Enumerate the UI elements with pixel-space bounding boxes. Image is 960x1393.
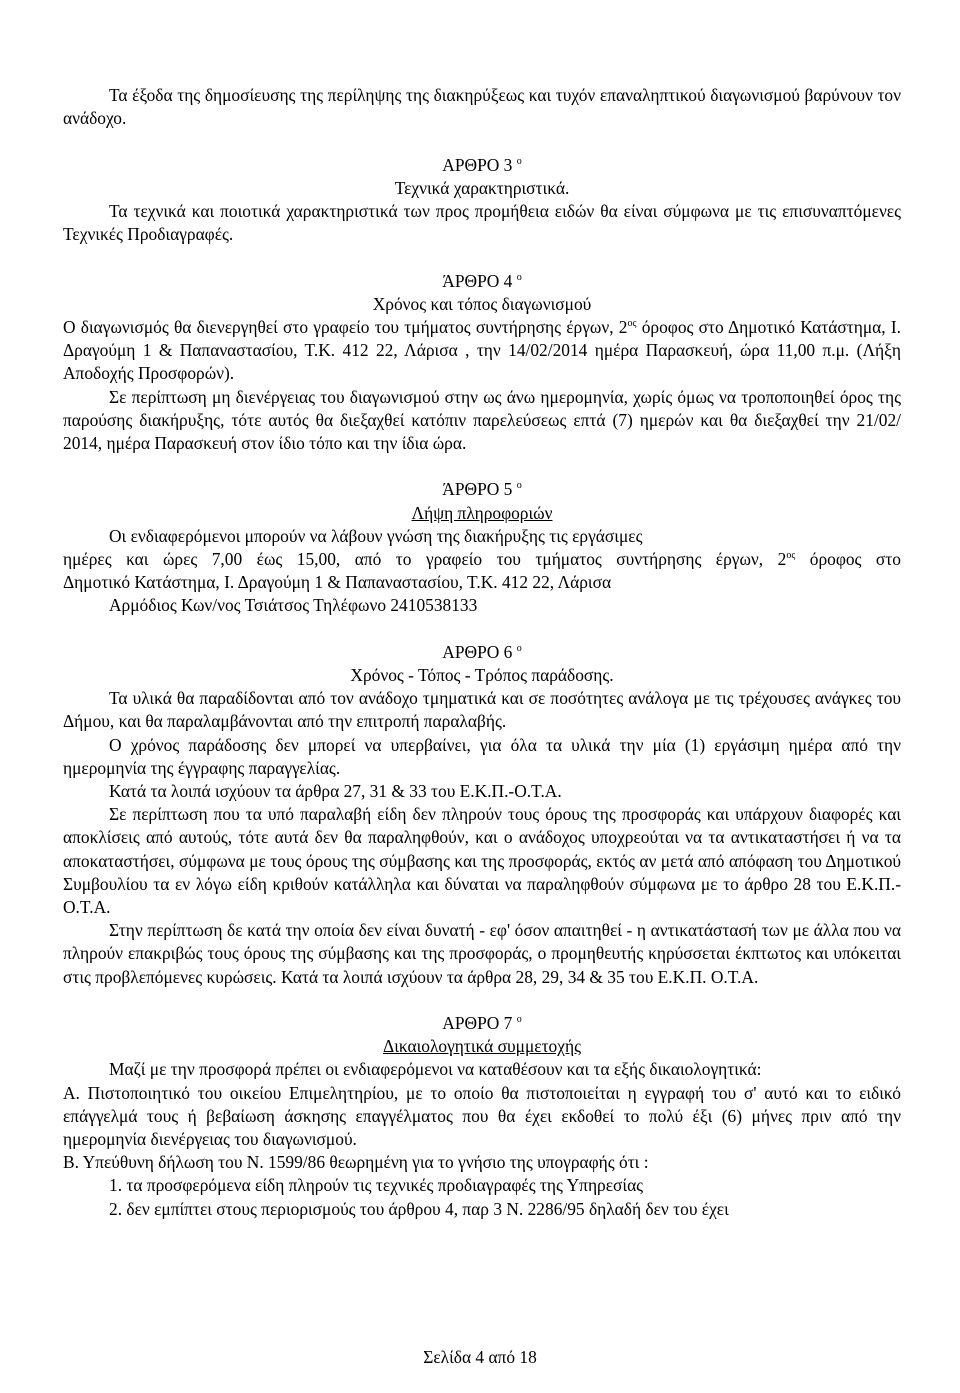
article-5-contact: Αρμόδιος Κων/νος Τσιάτσος Τηλέφωνο 2410538133 [109, 595, 478, 616]
article-5-line-1: Οι ενδιαφερόμενοι μπορούν να λάβουν γνώση της διακήρυξης τις εργάσιμες [109, 525, 643, 546]
article-5-line-3: Δημοτικό Κατάστημα, Ι. Δραγούμη 1 & Παπαναστασίου, Τ.Κ. 412 22, Λάρισα [63, 572, 612, 593]
article-3-body: Τα τεχνικά και ποιοτικά χαρακτηριστικά των προς προμήθεια ειδών θα είναι σύμφωνα με τις επισυναπτόμενες Τεχνικές Προδιαγραφές. [63, 201, 901, 245]
article-6-paragraph-1: Τα υλικά θα παραδίδονται από τον ανάδοχο τμηματικά και σε ποσότητες ανάλογα με τις τρέχουσες ανάγκες του Δήμου, και θα παραλαμβάνονται από την επιτροπή παραλαβής. [63, 688, 901, 732]
article-4-title: Χρόνος και τόπος διαγωνισμού [372, 293, 592, 314]
article-7-paragraph-a: Α. Πιστοποιητικό του οικείου Επιμελητηρίου, με το οποίο θα πιστοποιείται η εγγραφή του σ' αυτό και το ειδικό επάγγελμά τους ή βεβαίωση άσκησης επαγγέλματος που θα έχει εκδοθεί το πολύ έξι (6) μήνες πριν από την ημερομηνία διενέργειας του διαγωνισμού. [63, 1082, 901, 1150]
article-3 [63, 154, 901, 247]
page-number-footer: Σελίδα 4 από 18 [423, 1347, 537, 1367]
article-7-title: Δικαιολογητικά συμμετοχής [383, 1036, 581, 1057]
article-3-heading: ΑΡΘΡΟ 3 $^o$ [442, 154, 522, 175]
article-6-paragraph-3: Κατά τα λοιπά ισχύουν τα άρθρα 27, 31 & 33 του Ε.Κ.Π.-Ο.Τ.Α. [109, 781, 562, 802]
article-5-title: Λήψη πληροφοριών [411, 502, 553, 523]
article-7-paragraph-b: Β. Υπεύθυνη δήλωση του Ν. 1599/86 θεωρημένη για το γνήσιο της υπογραφής ότι : [63, 1152, 649, 1173]
page-body [63, 84, 901, 1221]
article-6-heading: ΑΡΘΡΟ 6 $^o$ [442, 641, 522, 662]
article-7-heading: ΑΡΘΡΟ 7 $^o$ [442, 1013, 522, 1034]
article-4-paragraph-2: Σε περίπτωση μη διενέργειας του διαγωνισμού στην ως άνω ημερομηνία, χωρίς όμως να τροποποιηθεί όρος της παρούσης διακήρυξης, τότε αυτός θα διεξαχθεί κατόπιν παρελεύσεως επτά (7) ημερών και θα διεξαχθεί την 21/02/ 2014, ημέρα Παρασκευή στον ίδιο τόπο και την ίδια ώρα. [63, 386, 901, 454]
article-6-paragraph-5: Στην περίπτωση δε κατά την οποία δεν είναι δυνατή - εφ' όσον απαιτηθεί - η αντικατάστασή των με άλλα που να πληρούν επακριβώς τους όρους της σύμβασης και της προσφοράς, ο προμηθευτής κηρύσσεται έκπτωτος και υπόκειται στις προβλεπόμενες κυρώσεις. Κατά τα λοιπά ισχύουν τα άρθρα 28, 29, 34 & 35 του Ε.Κ.Π. Ο.Τ.Α. [63, 920, 901, 987]
article-7-paragraph-1: Μαζί με την προσφορά πρέπει οι ενδιαφερόμενοι να καταθέσουν και τα εξής δικαιολογητικά: [109, 1059, 762, 1080]
article-5-line-2: ημέρες και ώρες 7,00 έως 15,00, από το γραφείο του τμήματος συντήρησης έργων, $2^{o\varsigma}$ όροφος στο [63, 549, 901, 570]
list-item: 2. δεν εμπίπτει στους περιορισμούς του άρθρου 4, παρ 3 Ν. 2286/95 δηλαδή δεν του έχει [109, 1198, 729, 1219]
article-5 [63, 478, 901, 617]
article-6-paragraph-2: Ο χρόνος παράδοσης δεν μπορεί να υπερβαίνει, για όλα τα υλικά την μία (1) εργάσιμη ημέρα από την ημερομηνία της έγγραφης παραγγελίας. [63, 734, 901, 778]
intro-paragraph: Τα έξοδα της δημοσίευσης της περίληψης της διακηρύξεως και τυχόν επαναληπτικού διαγωνισμού βαρύνουν τον ανάδοχο. [63, 85, 901, 129]
article-6-title: Χρόνος - Τόπος - Τρόπος παράδοσης. [350, 665, 614, 686]
article-4 [63, 270, 901, 456]
article-7 [63, 1012, 901, 1221]
article-4-heading: ΆΡΘΡΟ 4 $^o$ [442, 270, 522, 291]
article-4-paragraph-1: Ο διαγωνισμός θα διενεργηθεί στο γραφείο του τμήματος συντήρησης έργων, $2^{o\varsigma}$ όροφος στο Δημοτικό Κατάστημα, Ι. Δραγούμη 1 & Παπαναστασίου, Τ.Κ. 412 22, Λάρισα , την 14/02/2014 ημέρα Παρασκευή, ώρα 11,00 π.μ. (Λήξη Αποδοχής Προσφορών). [63, 317, 902, 384]
list-item: 1. τα προσφερόμενα είδη πληρούν τις τεχνικές προδιαγραφές της Υπηρεσίας [109, 1175, 644, 1196]
article-3-title: Τεχνικά χαρακτηριστικά. [394, 177, 570, 198]
article-6 [63, 641, 901, 989]
article-6-paragraph-4: Σε περίπτωση που τα υπό παραλαβή είδη δεν πληρούν τους όρους της προσφοράς και υπάρχουν διαφορές και αποκλίσεις από αυτούς, τότε αυτά δεν θα παραληφθούν, και ο ανάδοχος υποχρεούται να τα αντικαταστήσει ή να τα αποκαταστήσει, σύμφωνα με τους όρους της σύμβασης και της προσφοράς, εκτός αν μετά από απόφαση του Δημοτικού Συμβουλίου τα εν λόγω είδη κριθούν κατάλληλα και δύναται να παραληφθούν σύμφωνα με το άρθρο 28 του Ε.Κ.Π.-Ο.Τ.Α. [63, 804, 901, 918]
article-5-heading: ΆΡΘΡΟ 5 $^o$ [442, 479, 522, 500]
